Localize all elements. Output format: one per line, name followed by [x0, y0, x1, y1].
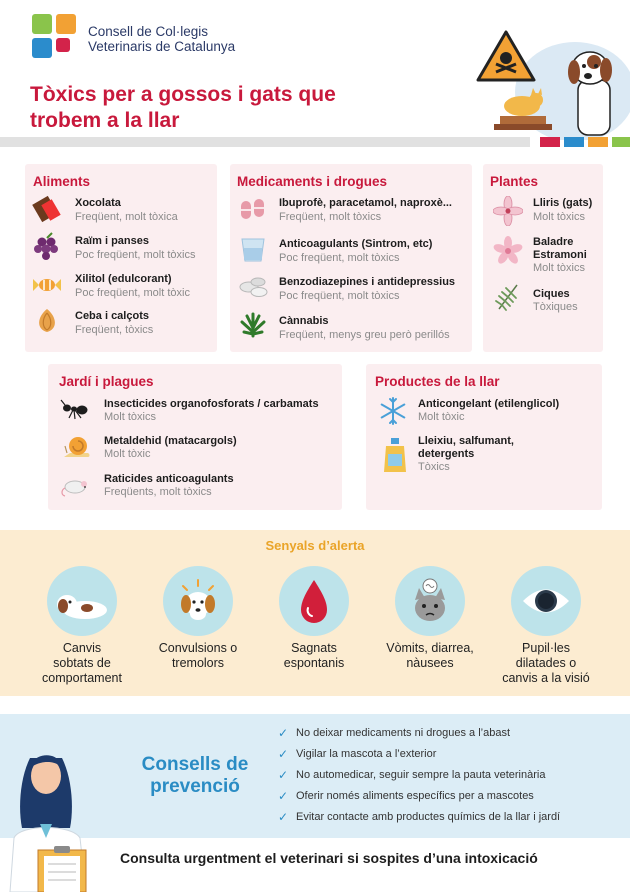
grapes-icon [32, 232, 62, 262]
pills-icon [238, 193, 268, 223]
category-title: Productes de la llar [375, 374, 500, 389]
palm-leaf-icon [493, 282, 523, 312]
color-strip-green [612, 137, 630, 147]
signal-circle [395, 566, 465, 636]
prevention-tip: Evitar contacte amb productes químics de la llar i jardí [296, 811, 561, 823]
color-strip-orange [588, 137, 608, 147]
signal-label: Convulsions o tremolors [158, 641, 238, 670]
check-icon: ✓ [278, 810, 289, 824]
tablets-icon [238, 272, 268, 302]
snowflake-icon [378, 396, 408, 426]
signal-label: Sagnats espontanis [283, 641, 345, 670]
check-icon: ✓ [278, 747, 289, 761]
category-title: Jardí i plagues [59, 374, 154, 389]
warning-sign-icon [478, 32, 534, 80]
chocolate-icon [32, 193, 62, 223]
header-divider [0, 137, 530, 147]
dizzy-dog-icon [163, 566, 233, 636]
item-status: Poc freqüent, molt tòxics [75, 249, 196, 261]
item-status: Poc freqüent, molt tòxics [279, 252, 400, 264]
item-status: Freqüents, molt tòxics [104, 486, 212, 498]
pets-illustration [460, 20, 630, 140]
item-name: Benzodiazepines i antidepressius [279, 276, 456, 288]
item-status: Tòxiques [533, 301, 578, 313]
signal-circle [511, 566, 581, 636]
item-name: Baladre [533, 236, 574, 248]
item-name: Ceba i calçots [75, 310, 149, 322]
prevention-tip: No deixar medicaments ni drogues a l’abast [296, 727, 511, 739]
detergent-bottle-icon [380, 436, 410, 474]
eye-icon [511, 566, 581, 636]
item-status: Freqüent, menys greu però perillós [279, 329, 450, 341]
check-icon: ✓ [278, 726, 289, 740]
alert-signals-title: Senyals d’alerta [265, 538, 365, 553]
candy-icon [32, 270, 62, 300]
prevention-title: Consells de prevenció [141, 754, 249, 797]
item-name: Raïm i panses [75, 235, 149, 247]
item-status: Poc freqüent, molt tòxics [279, 290, 400, 302]
item-status: Molt tòxics [533, 262, 585, 274]
item-name: Lliris (gats) [533, 197, 593, 209]
organization-name: Consell de Col·legis Veterinaris de Catalunya [88, 24, 236, 54]
prevention-tip: Oferir només aliments específics per a mascotes [296, 790, 534, 802]
item-status: Freqüent, tòxics [75, 324, 154, 336]
color-strip-red [540, 137, 560, 147]
item-name: Ciques [533, 288, 570, 300]
item-name-line2: detergents [418, 448, 475, 460]
category-title: Medicaments i drogues [237, 174, 388, 189]
item-name: Anticongelant (etilenglicol) [418, 398, 560, 410]
color-strip-blue [564, 137, 584, 147]
snail-icon [62, 432, 92, 462]
item-status: Freqüent, molt tòxics [279, 211, 382, 223]
prevention-tip: No automedicar, seguir sempre la pauta veterinària [296, 769, 546, 781]
item-name: Metaldehid (matacargols) [104, 435, 237, 447]
cannabis-leaf-icon [238, 310, 268, 340]
item-status: Molt tòxics [104, 411, 156, 423]
item-name: Ibuprofè, paracetamol, naproxè... [279, 197, 452, 209]
category-title: Aliments [33, 174, 91, 189]
signal-circle [163, 566, 233, 636]
flower-icon [493, 236, 523, 266]
category-title: Plantes [490, 174, 539, 189]
item-name-line2: Estramoni [533, 249, 587, 261]
check-icon: ✓ [278, 789, 289, 803]
blood-drop-icon [279, 566, 349, 636]
item-status: Tòxics [418, 461, 450, 473]
signal-label: Vòmits, diarrea, nàusees [386, 641, 474, 670]
item-status: Molt tòxic [418, 411, 465, 423]
footer-message: Consulta urgentment el veterinari si sospites d’una intoxicació [120, 850, 538, 866]
prevention-tip: Vigilar la mascota a l’exterior [296, 748, 437, 760]
item-status: Molt tòxics [533, 211, 585, 223]
signal-circle [47, 566, 117, 636]
cup-icon [238, 234, 268, 264]
veterinarian-illustration [0, 738, 110, 892]
item-name: Insecticides organofosforats / carbamats [104, 398, 319, 410]
item-status: Poc freqüent, molt tòxic [75, 287, 190, 299]
logo [32, 14, 78, 60]
sick-cat-icon [395, 566, 465, 636]
signal-circle [279, 566, 349, 636]
signal-label: Pupil·les dilatades o canvis a la visió [502, 641, 590, 685]
item-name: Lleixiu, salfumant, [418, 435, 514, 447]
lying-dog-icon [47, 566, 117, 636]
mouse-icon [60, 470, 90, 500]
item-name: Anticoagulants (Sintrom, etc) [279, 238, 433, 250]
item-name: Cànnabis [279, 315, 329, 327]
item-status: Molt tòxic [104, 448, 151, 460]
signal-label: Canvis sobtats de comportament [42, 641, 122, 685]
onion-icon [32, 305, 62, 335]
item-status: Freqüent, molt tòxica [75, 211, 178, 223]
ant-icon [60, 394, 90, 424]
item-name: Raticides anticoagulants [104, 473, 234, 485]
item-name: Xocolata [75, 197, 121, 209]
lily-icon [493, 196, 523, 226]
page-title: Tòxics per a gossos i gats que trobem a la llar [30, 83, 336, 132]
item-name: Xilitol (edulcorant) [75, 273, 172, 285]
check-icon: ✓ [278, 768, 289, 782]
